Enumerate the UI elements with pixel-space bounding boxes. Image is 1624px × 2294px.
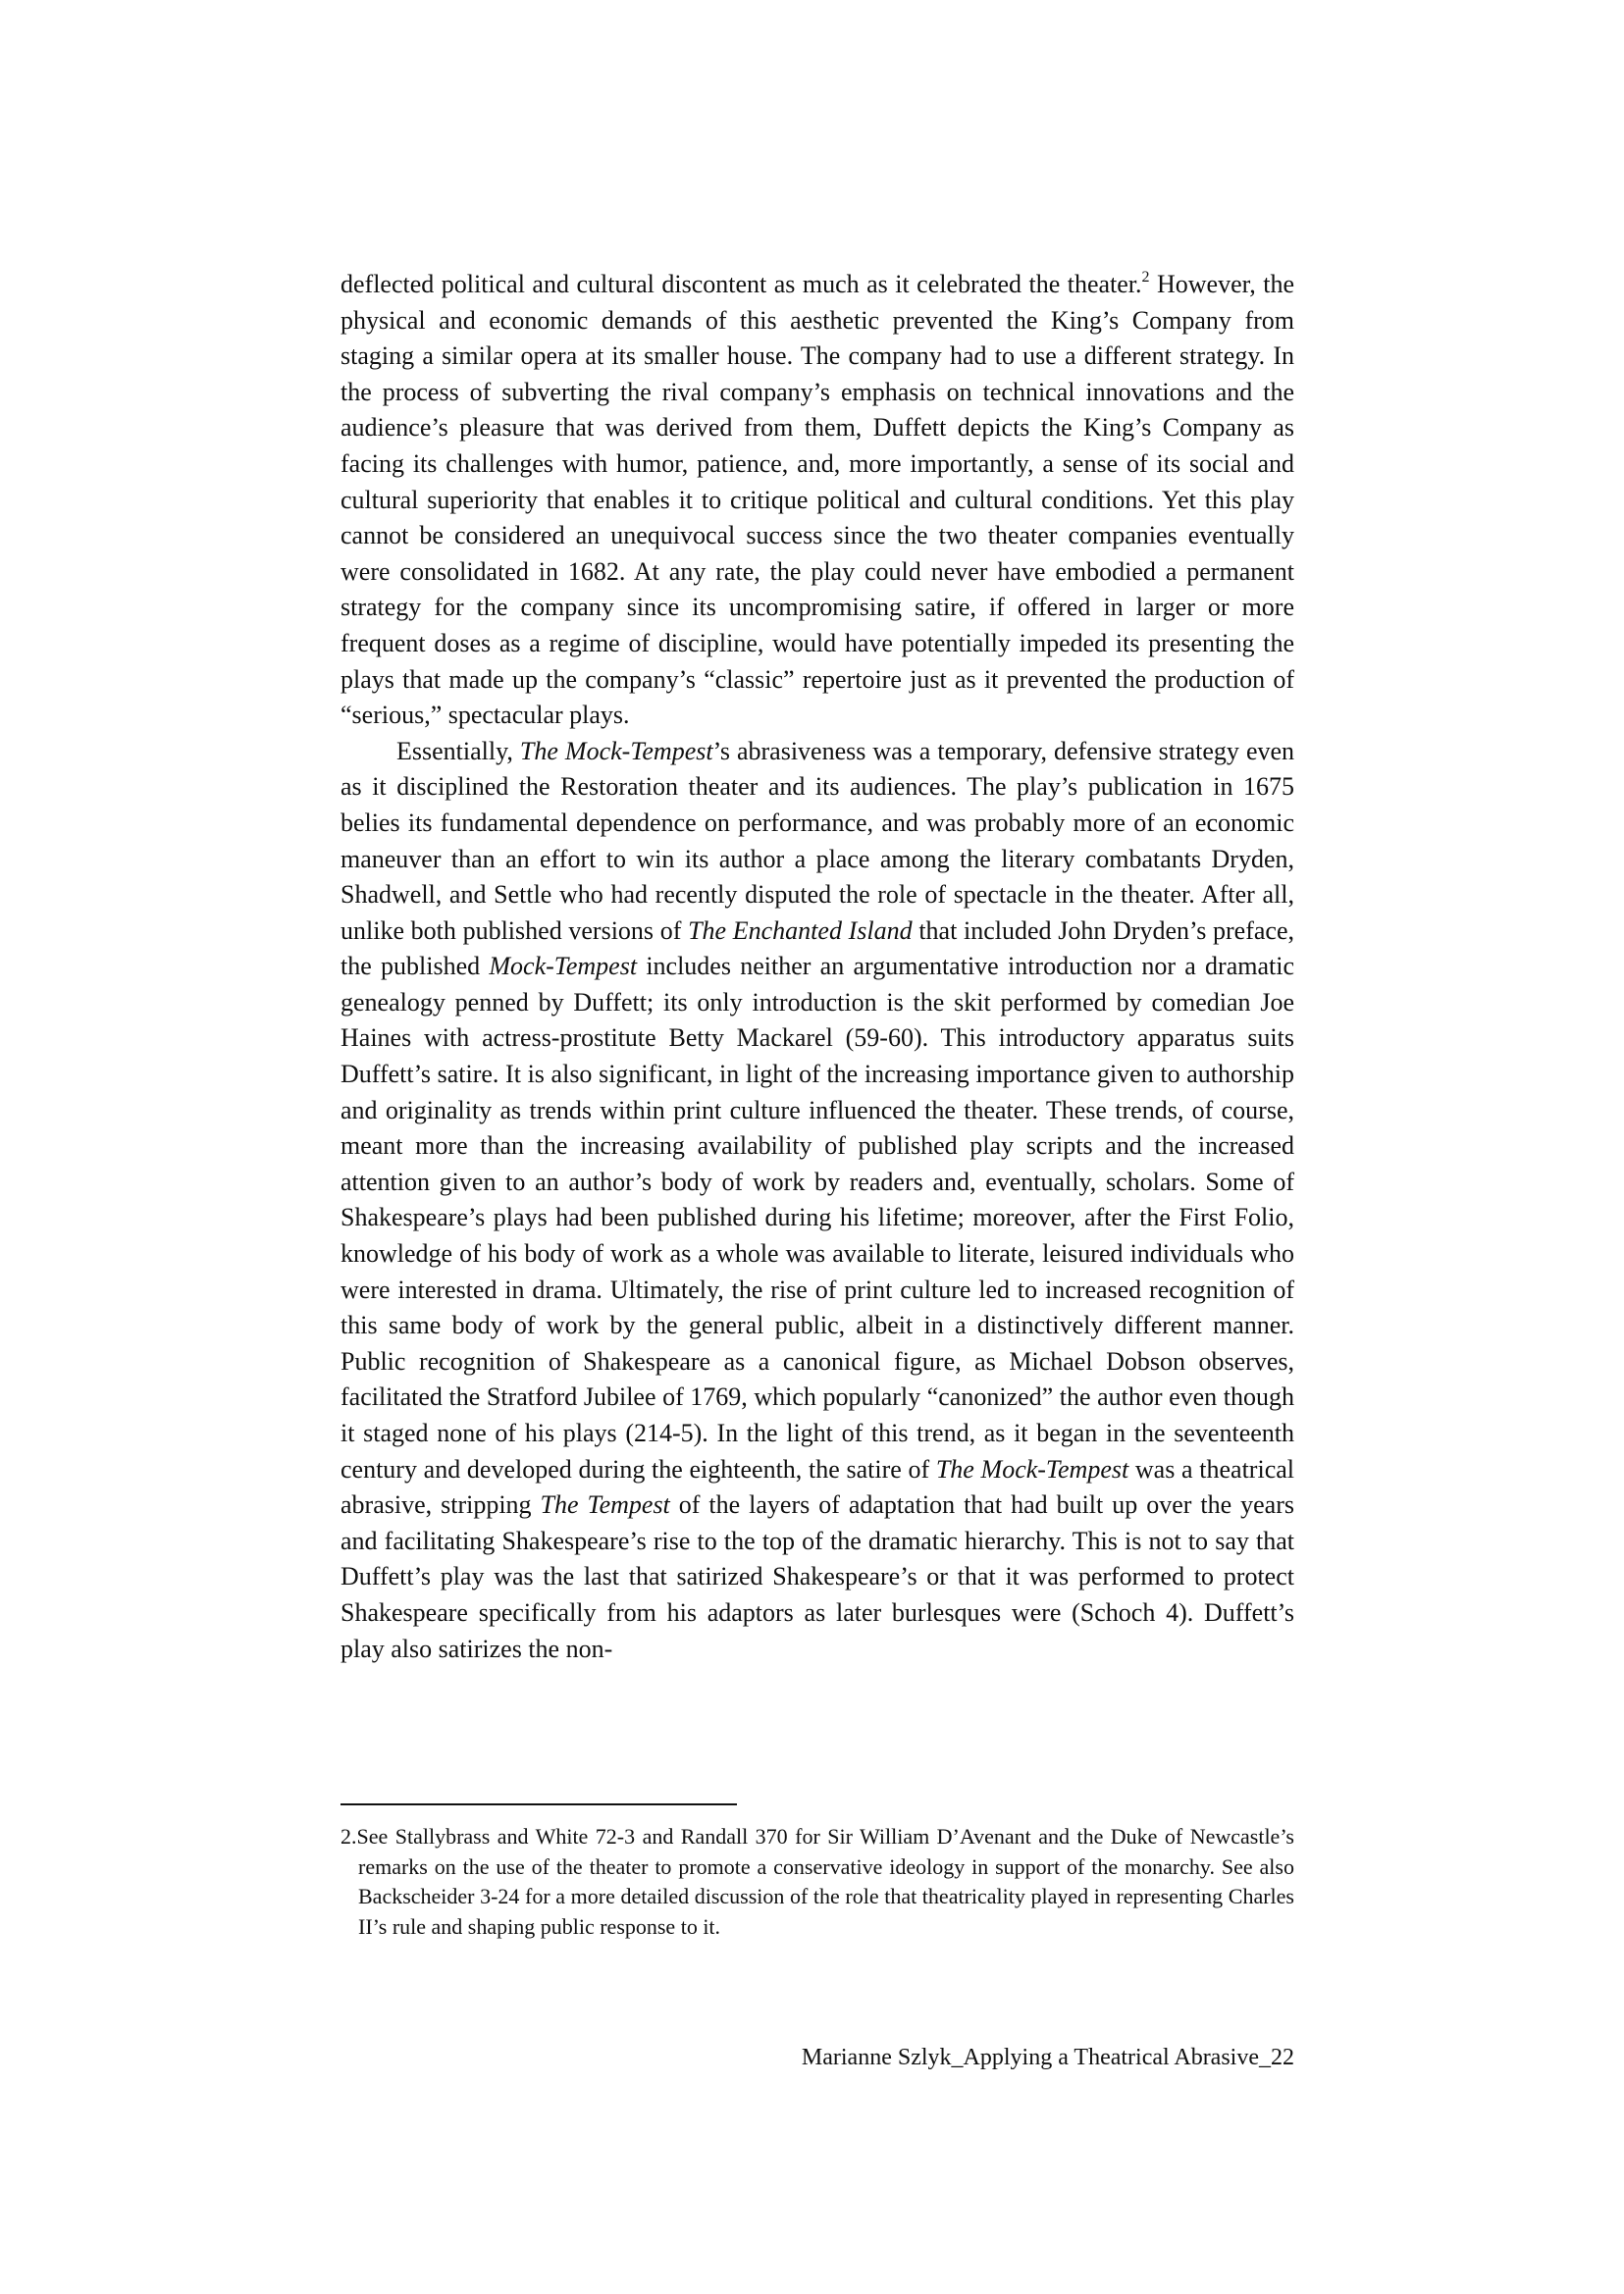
paragraph-2: [341, 734, 1294, 1667]
title-the-tempest: The Tempest: [540, 1490, 670, 1520]
paragraph-2-text-c: that included John Dryden’s preface, the published: [341, 915, 1294, 981]
footnote-number: 2.: [341, 1824, 357, 1849]
title-mock-tempest-2: Mock-Tempest: [489, 952, 638, 981]
title-enchanted-island: The Enchanted Island: [688, 915, 913, 945]
paragraph-1: [341, 267, 1294, 734]
paragraph-2-text-b: ’s abrasiveness was a temporary, defensive strategy even as it disciplined the Restoration theater and its audiences. The play’s publication in 1675 belies its fundamental dependence on performance, and was probably more of an economic maneuver than an effort to win its author a place among the literary combatants Dryden, Shadwell, and Settle who had recently disputed the role of spectacle in the theater. After all, unlike both published versions of: [341, 736, 1295, 945]
footnote-separator: [341, 1803, 737, 1805]
title-mock-tempest: The Mock-Tempest: [519, 736, 713, 765]
paragraph-2-text-d: includes neither an argumentative introduction nor a dramatic genealogy penned by Duffett; its only introduction is the skit performed by comedian Joe Haines with actress-prostitute Betty Mackarel (59-60). This introductory apparatus suits Duffett’s satire. It is also significant, in light of the increasing importance given to authorship and originality as trends within print culture influenced the theater. These trends, of course, meant more than the increasing availability of published play scripts and the increased attention given to an author’s body of work by readers and, eventually, scholars. Some of Shakespeare’s plays had been published during his lifetime; moreover, after the First Folio, knowledge of his body of work as a whole was available to literate, leisured individuals who were interested in drama. Ultimately, the rise of print culture led to increased recognition of this same body of work by the general public, albeit in a distinctively different manner. Public recognition of Shakespeare as a canonical figure, as Michael Dobson observes, facilitated the Stratford Jubilee of 1769, which popularly “canonized” the author even though it staged none of his plays (214-5). In the light of this trend, as it began in the seventeenth century and developed during the eighteenth, the satire of: [341, 952, 1294, 1484]
paragraph-1-text-b: However, the physical and economic demands of this aesthetic prevented the King’s Company from staging a similar opera at its smaller house. The company had to use a different strategy. In the process of subverting the rival company’s emphasis on technical innovations and the audience’s pleasure that was derived from them, Duffett depicts the King’s Company as facing its challenges with humor, patience, and, more importantly, a sense of its social and cultural superiority that enables it to critique political and cultural conditions. Yet this play cannot be considered an unequivocal success since the two theater companies eventually were consolidated in 1682. At any rate, the play could never have embodied a permanent strategy for the company since its uncompromising satire, if offered in larger or more frequent doses as a regime of discipline, would have potentially impeded its presenting the plays that made up the company’s “classic” repertoire just as it prevented the production of “serious,” spectacular plays.: [341, 270, 1295, 730]
footnote-2: [341, 1822, 1294, 1942]
footnote-text: See Stallybrass and White 72-3 and Randall 370 for Sir William D’Avenant and the Duke of Newcastle’s remarks on the use of the theater to promote a conservative ideology in support of the monarchy. See also Backscheider 3-24 for a more detailed discussion of the role that theatricality played in representing Charles II’s rule and shaping public response to it.: [356, 1824, 1294, 1939]
running-footer: Marianne Szlyk_Applying a Theatrical Abrasive_22: [801, 2045, 1294, 2070]
paragraph-2-text-e: was a theatrical abrasive, stripping: [341, 1454, 1294, 1520]
body-text: [341, 267, 1294, 1667]
title-mock-tempest-3: The Mock-Tempest: [935, 1454, 1129, 1484]
footnote-reference[interactable]: 2: [1141, 269, 1150, 286]
paragraph-1-text-a: deflected political and cultural discontent as much as it celebrated the theater.: [341, 270, 1142, 298]
paragraph-2-text-f: of the layers of adaptation that had built up over the years and facilitating Shakespeare’s rise to the top of the dramatic hierarchy. This is not to say that Duffett’s play was the last that satirized Shakespeare’s or that it was performed to protect Shakespeare specifically from his adaptors as later burlesques were (Schoch 4). Duffett’s play also satirizes the non-: [341, 1490, 1294, 1663]
paragraph-2-text-a: Essentially,: [396, 736, 520, 765]
